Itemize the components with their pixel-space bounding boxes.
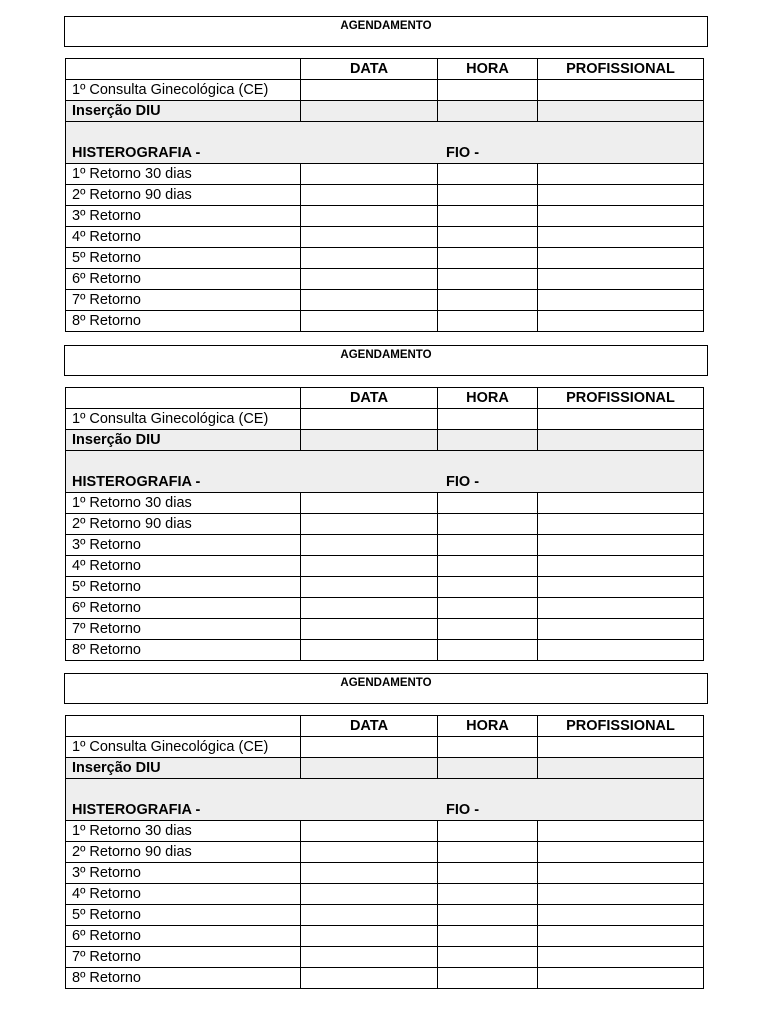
histerografia-row [66, 122, 704, 164]
data-cell[interactable] [301, 556, 438, 577]
retorno-row-1 [66, 821, 704, 842]
retorno-row-7 [66, 290, 704, 311]
retorno-row-5 [66, 248, 704, 269]
retorno-row-5 [66, 905, 704, 926]
hora-cell[interactable] [438, 947, 538, 968]
profissional-cell[interactable] [538, 269, 704, 290]
header-data: DATA [301, 388, 438, 409]
profissional-cell[interactable] [538, 206, 704, 227]
row-label: 1º Retorno 30 dias [66, 164, 301, 185]
data-cell[interactable] [301, 619, 438, 640]
hora-cell[interactable] [438, 430, 538, 451]
retorno-row-8 [66, 311, 704, 332]
header-data: DATA [301, 59, 438, 80]
row-label: Inserção DIU [66, 758, 301, 779]
data-cell[interactable] [301, 821, 438, 842]
data-cell[interactable] [301, 947, 438, 968]
profissional-cell[interactable] [538, 514, 704, 535]
profissional-cell[interactable] [538, 290, 704, 311]
retorno-row-4 [66, 227, 704, 248]
data-cell[interactable] [301, 493, 438, 514]
data-cell[interactable] [301, 80, 438, 101]
hora-cell[interactable] [438, 227, 538, 248]
row-label: 5º Retorno [66, 905, 301, 926]
histerografia-label: HISTEROGRAFIA - [72, 802, 201, 818]
data-cell[interactable] [301, 884, 438, 905]
data-cell[interactable] [301, 101, 438, 122]
fio-label: FIO - [446, 145, 480, 161]
data-cell[interactable] [301, 926, 438, 947]
retorno-row-3 [66, 206, 704, 227]
profissional-cell[interactable] [538, 758, 704, 779]
hora-cell[interactable] [438, 514, 538, 535]
profissional-cell[interactable] [538, 640, 704, 661]
hora-cell[interactable] [438, 164, 538, 185]
retorno-row-1 [66, 493, 704, 514]
row-label: 2º Retorno 90 dias [66, 842, 301, 863]
data-cell[interactable] [301, 863, 438, 884]
row-label: 7º Retorno [66, 290, 301, 311]
header-row [66, 59, 704, 80]
insercao-diu-row [66, 101, 704, 122]
hora-cell[interactable] [438, 493, 538, 514]
header-hora: HORA [438, 716, 538, 737]
row-label: 5º Retorno [66, 248, 301, 269]
hora-cell[interactable] [438, 598, 538, 619]
hora-cell[interactable] [438, 248, 538, 269]
hora-cell[interactable] [438, 577, 538, 598]
header-profissional: PROFISSIONAL [538, 59, 704, 80]
header-hora: HORA [438, 388, 538, 409]
retorno-row-2 [66, 842, 704, 863]
profissional-cell[interactable] [538, 185, 704, 206]
insercao-diu-row [66, 430, 704, 451]
profissional-cell[interactable] [538, 947, 704, 968]
row-label: 4º Retorno [66, 556, 301, 577]
row-label: 8º Retorno [66, 311, 301, 332]
hora-cell[interactable] [438, 842, 538, 863]
row-label: 1º Retorno 30 dias [66, 821, 301, 842]
profissional-cell[interactable] [538, 619, 704, 640]
data-cell[interactable] [301, 248, 438, 269]
header-blank [66, 716, 301, 737]
hora-cell[interactable] [438, 206, 538, 227]
row-label: 3º Retorno [66, 535, 301, 556]
retorno-row-5 [66, 577, 704, 598]
data-cell[interactable] [301, 409, 438, 430]
hora-cell[interactable] [438, 640, 538, 661]
retorno-row-6 [66, 926, 704, 947]
row-label: 5º Retorno [66, 577, 301, 598]
profissional-cell[interactable] [538, 227, 704, 248]
data-cell[interactable] [301, 269, 438, 290]
hora-cell[interactable] [438, 863, 538, 884]
hora-cell[interactable] [438, 535, 538, 556]
histerografia-cell[interactable] [66, 451, 704, 493]
row-label: 2º Retorno 90 dias [66, 514, 301, 535]
profissional-cell[interactable] [538, 556, 704, 577]
hora-cell[interactable] [438, 619, 538, 640]
profissional-cell[interactable] [538, 248, 704, 269]
profissional-cell[interactable] [538, 968, 704, 989]
row-label: 4º Retorno [66, 884, 301, 905]
header-blank [66, 388, 301, 409]
row-label: 1º Consulta Ginecológica (CE) [66, 737, 301, 758]
retorno-row-6 [66, 269, 704, 290]
profissional-cell[interactable] [538, 80, 704, 101]
data-cell[interactable] [301, 206, 438, 227]
header-blank [66, 59, 301, 80]
retorno-row-3 [66, 863, 704, 884]
hora-cell[interactable] [438, 884, 538, 905]
hora-cell[interactable] [438, 556, 538, 577]
retorno-row-2 [66, 185, 704, 206]
profissional-cell[interactable] [538, 535, 704, 556]
data-cell[interactable] [301, 311, 438, 332]
row-label: 6º Retorno [66, 598, 301, 619]
row-label: 6º Retorno [66, 269, 301, 290]
block-title: AGENDAMENTO [64, 345, 708, 376]
row-label: Inserção DIU [66, 101, 301, 122]
consulta-row [66, 737, 704, 758]
hora-cell[interactable] [438, 737, 538, 758]
profissional-cell[interactable] [538, 311, 704, 332]
histerografia-label: HISTEROGRAFIA - [72, 145, 201, 161]
profissional-cell[interactable] [538, 493, 704, 514]
profissional-cell[interactable] [538, 598, 704, 619]
profissional-cell[interactable] [538, 430, 704, 451]
hora-cell[interactable] [438, 758, 538, 779]
header-profissional: PROFISSIONAL [538, 388, 704, 409]
fio-label: FIO - [446, 474, 480, 490]
hora-cell[interactable] [438, 968, 538, 989]
histerografia-label: HISTEROGRAFIA - [72, 474, 201, 490]
data-cell[interactable] [301, 290, 438, 311]
data-cell[interactable] [301, 514, 438, 535]
row-label: 1º Consulta Ginecológica (CE) [66, 409, 301, 430]
insercao-diu-row [66, 758, 704, 779]
hora-cell[interactable] [438, 80, 538, 101]
consulta-row [66, 409, 704, 430]
retorno-row-3 [66, 535, 704, 556]
fio-label: FIO - [446, 802, 480, 818]
histerografia-cell[interactable] [66, 779, 704, 821]
data-cell[interactable] [301, 535, 438, 556]
retorno-row-7 [66, 947, 704, 968]
hora-cell[interactable] [438, 821, 538, 842]
data-cell[interactable] [301, 430, 438, 451]
retorno-row-6 [66, 598, 704, 619]
profissional-cell[interactable] [538, 101, 704, 122]
data-cell[interactable] [301, 227, 438, 248]
row-label: 8º Retorno [66, 640, 301, 661]
profissional-cell[interactable] [538, 577, 704, 598]
retorno-row-8 [66, 640, 704, 661]
profissional-cell[interactable] [538, 863, 704, 884]
consulta-row [66, 80, 704, 101]
row-label: 4º Retorno [66, 227, 301, 248]
row-label: 7º Retorno [66, 619, 301, 640]
schedule-table [65, 715, 704, 989]
data-cell[interactable] [301, 842, 438, 863]
hora-cell[interactable] [438, 905, 538, 926]
row-label: Inserção DIU [66, 430, 301, 451]
row-label: 7º Retorno [66, 947, 301, 968]
profissional-cell[interactable] [538, 905, 704, 926]
schedule-table [65, 387, 704, 661]
block-title: AGENDAMENTO [64, 673, 708, 704]
histerografia-row [66, 451, 704, 493]
histerografia-cell[interactable] [66, 122, 704, 164]
histerografia-row [66, 779, 704, 821]
header-row [66, 388, 704, 409]
retorno-row-4 [66, 556, 704, 577]
row-label: 2º Retorno 90 dias [66, 185, 301, 206]
hora-cell[interactable] [438, 290, 538, 311]
row-label: 8º Retorno [66, 968, 301, 989]
hora-cell[interactable] [438, 101, 538, 122]
data-cell[interactable] [301, 577, 438, 598]
data-cell[interactable] [301, 737, 438, 758]
profissional-cell[interactable] [538, 884, 704, 905]
hora-cell[interactable] [438, 311, 538, 332]
data-cell[interactable] [301, 640, 438, 661]
row-label: 6º Retorno [66, 926, 301, 947]
retorno-row-7 [66, 619, 704, 640]
schedule-table [65, 58, 704, 332]
retorno-row-8 [66, 968, 704, 989]
block-title: AGENDAMENTO [64, 16, 708, 47]
row-label: 3º Retorno [66, 206, 301, 227]
hora-cell[interactable] [438, 926, 538, 947]
row-label: 1º Retorno 30 dias [66, 493, 301, 514]
header-data: DATA [301, 716, 438, 737]
header-row [66, 716, 704, 737]
header-profissional: PROFISSIONAL [538, 716, 704, 737]
hora-cell[interactable] [438, 409, 538, 430]
profissional-cell[interactable] [538, 926, 704, 947]
row-label: 3º Retorno [66, 863, 301, 884]
row-label: 1º Consulta Ginecológica (CE) [66, 80, 301, 101]
header-hora: HORA [438, 59, 538, 80]
profissional-cell[interactable] [538, 164, 704, 185]
data-cell[interactable] [301, 185, 438, 206]
profissional-cell[interactable] [538, 821, 704, 842]
hora-cell[interactable] [438, 185, 538, 206]
retorno-row-2 [66, 514, 704, 535]
data-cell[interactable] [301, 164, 438, 185]
profissional-cell[interactable] [538, 409, 704, 430]
hora-cell[interactable] [438, 269, 538, 290]
data-cell[interactable] [301, 598, 438, 619]
profissional-cell[interactable] [538, 737, 704, 758]
retorno-row-4 [66, 884, 704, 905]
profissional-cell[interactable] [538, 842, 704, 863]
data-cell[interactable] [301, 968, 438, 989]
data-cell[interactable] [301, 905, 438, 926]
data-cell[interactable] [301, 758, 438, 779]
retorno-row-1 [66, 164, 704, 185]
